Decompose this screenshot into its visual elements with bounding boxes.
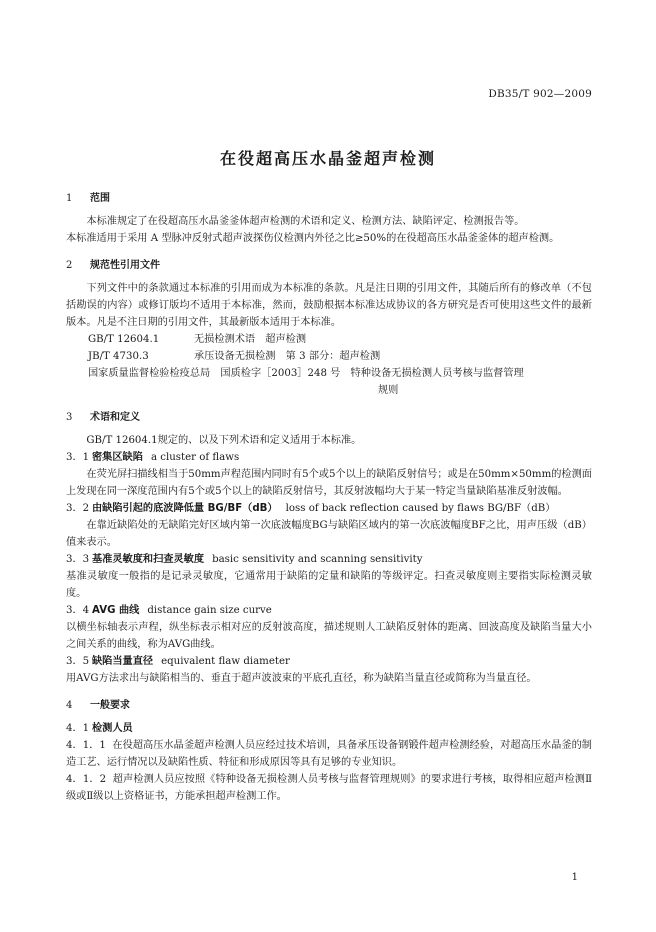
document-body xyxy=(66,190,592,805)
term-3-1-definition: 在荧光屏扫描线相当于50mm声程范围内同时有5个或5个以上的缺陷反射信号；或是在50mm×50mm的检测面上发现在同一深度范围内有5个或5个以上的缺陷反射信号，其反射波幅均大于某一特定当量缺陷基准反射波幅。 xyxy=(66,469,592,497)
subsection-4-1-heading: 4．1 检测人员 xyxy=(66,723,133,734)
standard-code: DB35/T 902—2009 xyxy=(488,88,592,100)
section-4-heading: 4 一般要求 xyxy=(66,700,130,711)
term-3-3-definition: 基准灵敏度一般指的是记录灵敏度，它通常用于缺陷的定量和缺陷的等级评定。扫查灵敏度则主要指实际检测灵敏度。 xyxy=(66,571,592,599)
document-title: 在役超高压水晶釜超声检测 xyxy=(219,149,436,168)
term-3-3-heading: 3．3 基准灵敏度和扫查灵敏度 basic sensitivity and scanning sensitivity xyxy=(66,554,423,565)
term-3-4-definition: 以横坐标轴表示声程，纵坐标表示相对应的反射波高度，描述规则人工缺陷反射体的距离、回波高度及缺陷当量大小之间关系的曲线，称为AVG曲线。 xyxy=(66,622,592,650)
section-3-intro: GB/T 12604.1规定的、以及下列术语和定义适用于本标准。 xyxy=(86,435,362,446)
reference-item: 国家质量监督检验检疫总局 国质检字［2003］248 号 特种设备无损检测人员考核与监督管理 xyxy=(88,368,524,379)
reference-item: JB/T 4730.3 承压设备无损检测 第 3 部分：超声检测 xyxy=(88,351,381,362)
term-3-5-definition: 用AVG方法求出与缺陷相当的、垂直于超声波波束的平底孔直径，称为缺陷当量直径或简称为当量直径。 xyxy=(66,673,537,684)
section-1-paragraph-2: 本标准适用于采用 A 型脉冲反射式超声波探伤仪检测内外径之比≥50%的在役超高压水晶釜釜体的超声检测。 xyxy=(66,233,560,244)
section-1-paragraph-1: 本标准规定了在役超高压水晶釜釜体超声检测的术语和定义、检测方法、缺陷评定、检测报告等。 xyxy=(86,216,525,227)
term-3-1-heading: 3．1 密集区缺陷 a cluster of flaws xyxy=(66,452,240,463)
page-number: 1 xyxy=(571,872,578,883)
section-1-heading: 1 范围 xyxy=(66,193,110,204)
term-3-2-heading: 3．2 由缺陷引起的底波降低量 BG/BF（dB） loss of back reflection caused by flaws BG/BF（dB） xyxy=(66,503,556,514)
clause-4-1-2: 4．1．2 超声检测人员应按照《特种设备无损检测人员考核与监督管理规则》的要求进行考核，取得相应超声检测Ⅱ级或Ⅱ级以上资格证书，方能承担超声检测工作。 xyxy=(66,774,592,802)
section-3-heading: 3 术语和定义 xyxy=(66,412,140,423)
section-2-heading: 2 规范性引用文件 xyxy=(66,260,160,271)
reference-item: GB/T 12604.1 无损检测术语 超声检测 xyxy=(88,334,307,345)
term-3-4-heading: 3．4 AVG 曲线 distance gain size curve xyxy=(66,605,272,616)
reference-item-continuation: 规则 xyxy=(378,385,399,396)
term-3-2-definition: 在靠近缺陷处的无缺陷完好区域内第一次底波幅度BG与缺陷区域内的第一次底波幅度BF之比，用声压级（dB）值来表示。 xyxy=(66,520,592,548)
section-2-paragraph: 下列文件中的条款通过本标准的引用而成为本标准的条款。凡是注日期的引用文件，其随后所有的修改单（不包括勘误的内容）或修订版均不适用于本标准，然而，鼓励根据本标准达成协议的各方研究是否可使用这些文件的最新版本。凡是不注日期的引用文件，其最新版本适用于本标准。 xyxy=(66,283,592,328)
clause-4-1-1: 4．1．1 在役超高压水晶釜超声检测人员应经过技术培训，具备承压设备钢锻件超声检测经验，对超高压水晶釜的制造工艺、运行情况以及缺陷性质、特征和形成原因等具有足够的专业知识。 xyxy=(66,740,592,768)
term-3-5-heading: 3．5 缺陷当量直径 equivalent flaw diameter xyxy=(66,656,290,667)
